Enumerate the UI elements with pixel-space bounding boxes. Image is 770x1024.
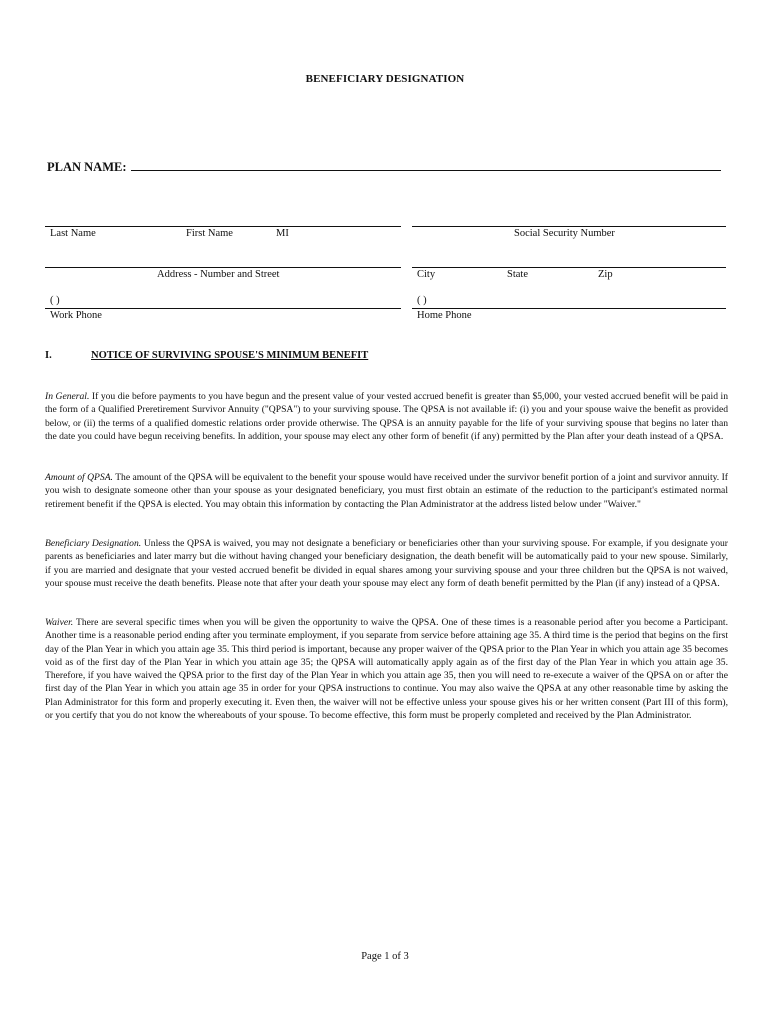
plan-name-label: PLAN NAME:	[47, 160, 127, 174]
section-number: I.	[45, 350, 52, 361]
document-title: BENEFICIARY DESIGNATION	[305, 73, 465, 85]
work-phone-area-code: ( )	[50, 295, 60, 306]
paragraph-waiver	[45, 616, 728, 722]
mi-label: MI	[276, 228, 289, 239]
home-phone-area-code: ( )	[417, 295, 427, 306]
paragraph-lead: In General.	[45, 391, 90, 402]
zip-label: Zip	[598, 269, 613, 280]
paragraph-amount-of-qpsa	[45, 471, 728, 511]
paragraph-lead: Beneficiary Designation.	[45, 538, 142, 549]
home-phone-label: Home Phone	[417, 310, 472, 321]
paragraph-in-general	[45, 390, 728, 443]
paragraph-body: Unless the QPSA is waived, you may not designate a beneficiary or beneficiaries other than your surviving spouse. For example, if you designate your parents as beneficiaries and later marry but die without having changed your beneficiary designation, the death benefit will be automatically paid to your new spouse. Similarly, if you are married and designate that your vested accrued benefit be divided in equal shares among your surviving spouse and your three children but the QPSA is not waived, your spouse must receive the death benefits. Please note that after your death your spouse may elect any form of death benefit permitted by the Plan (if any) instead of a QPSA.	[45, 538, 728, 589]
paragraph-beneficiary-designation	[45, 537, 728, 590]
paragraph-body: There are several specific times when you will be given the opportunity to waive the QPSA. One of these times is a reasonable period after you become a Participant. Another time is a reasonable period ending after you terminate employment, if you separate from service before attaining age 35. A third time is the period that begins on the first day of the Plan Year in which you attain age 35. This third period is important, because any proper waiver of the QPSA prior to the Plan Year in which you attain age 35 becomes void as of the first day of the Plan Year in which you attain age 35; the QPSA will automatically apply again as of the first day of the Plan Year in which you attain age 35. Therefore, if you have waived the QPSA prior to the first day of the Plan Year in which you attain age 35, then you will need to re-execute a waiver of the QPSA on or after the first day of the Plan Year in which you attain age 35 in order for your QPSA instructions to continue. You may also waive the QPSA at any other reasonable time by asking the Plan Administrator for this form and properly executing it. Even then, the waiver will not be effective unless your spouse gives his or her written consent (Part III of this form), or you certify that you do not know the whereabouts of your spouse. To become effective, this form must be properly completed and received by the Plan Administrator.	[45, 617, 728, 722]
city-state-zip-field-line[interactable]	[412, 267, 726, 268]
section-heading	[45, 350, 368, 361]
address-field-line[interactable]	[45, 267, 401, 268]
name-field-line[interactable]	[45, 226, 401, 227]
work-phone-label: Work Phone	[50, 310, 102, 321]
first-name-label: First Name	[186, 228, 233, 239]
section-title: NOTICE OF SURVIVING SPOUSE'S MINIMUM BENEFIT	[91, 350, 369, 361]
paragraph-lead: Waiver.	[45, 617, 74, 628]
paragraph-body: If you die before payments to you have begun and the present value of your vested accrued benefit is greater than $5,000, your vested accrued benefit will be paid in the form of a Qualified Preretirement Survivor Annuity ("QPSA") to your surviving spouse. The QPSA is not available if: (i) you and your spouse waive the benefit as provided below, or (ii) the terms of a qualified domestic relations order provide otherwise. The QPSA is an annuity payable for the life of your surviving spouse that begins no later than the date you could have begun receiving benefits. In addition, your spouse may elect any other form of benefit (if any) permitted by the Plan after your death instead of a QPSA.	[45, 391, 729, 442]
home-phone-field-line[interactable]	[412, 308, 726, 309]
city-label: City	[417, 269, 436, 280]
address-label: Address - Number and Street	[157, 269, 280, 280]
plan-name-row	[47, 158, 721, 175]
page-number: Page 1 of 3	[361, 951, 409, 962]
plan-name-field[interactable]	[131, 158, 721, 171]
paragraph-lead: Amount of QPSA.	[45, 472, 113, 483]
last-name-label: Last Name	[50, 228, 96, 239]
state-label: State	[507, 269, 528, 280]
paragraph-body: The amount of the QPSA will be equivalent to the benefit your spouse would have received under the survivor benefit portion of a joint and survivor annuity. If you wish to designate someone other than your spouse as your designated beneficiary, you must first obtain an estimate of the reduction to the participant's estimated normal retirement benefit if the QPSA is elected. You may obtain this information by contacting the Plan Administrator at the address listed below under "Waiver."	[45, 472, 728, 510]
ssn-label: Social Security Number	[514, 228, 615, 239]
ssn-field-line[interactable]	[412, 226, 726, 227]
work-phone-field-line[interactable]	[45, 308, 401, 309]
